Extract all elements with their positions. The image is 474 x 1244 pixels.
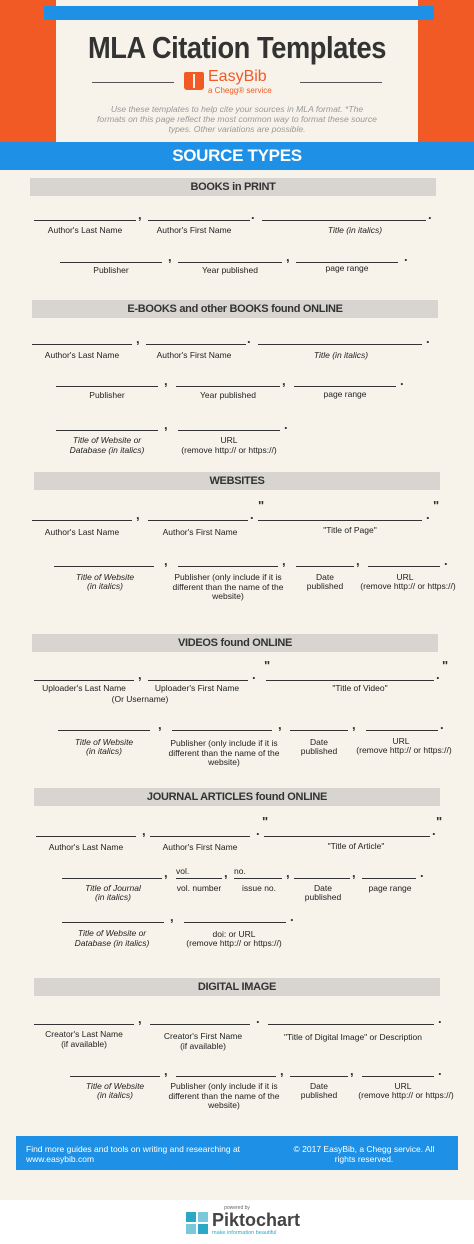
blank-creator-last xyxy=(34,1024,134,1025)
punct-comma: , xyxy=(164,553,168,568)
punct-comma: , xyxy=(286,249,290,264)
label-date-note: published xyxy=(300,1090,338,1100)
label-publisher: Publisher xyxy=(93,265,129,275)
label-no-prefix: no. xyxy=(234,866,246,876)
label-date: Date xyxy=(310,737,328,747)
label-pages: page range xyxy=(323,389,367,399)
footer-guides-text: Find more guides and tools on writing and researching at www.easybib.com xyxy=(26,1144,241,1164)
punct-quote-close: " xyxy=(433,498,440,513)
blank-publisher xyxy=(60,262,162,263)
blank-author-last xyxy=(34,220,136,221)
blank-website xyxy=(62,922,164,923)
label-date-note: published xyxy=(304,892,342,902)
section-header-journals: JOURNAL ARTICLES found ONLINE xyxy=(34,788,440,806)
easybib-logo-text: EasyBib xyxy=(208,68,267,85)
punct-comma: , xyxy=(138,207,142,222)
label-journal-note: (in italics) xyxy=(95,892,131,902)
punct-comma: , xyxy=(224,865,228,880)
label-username: (Or Username) xyxy=(111,694,169,704)
logo-rule-left xyxy=(92,82,174,83)
label-pages: page range xyxy=(325,263,369,273)
blank-date xyxy=(290,1076,348,1077)
blank-author-first xyxy=(146,344,246,345)
punct-quote-open: " xyxy=(262,814,269,829)
blank-volume xyxy=(176,878,222,879)
label-issue: issue no. xyxy=(241,883,277,893)
easybib-book-icon xyxy=(184,72,204,90)
blank-author-first xyxy=(150,836,250,837)
punct-comma: , xyxy=(164,417,168,432)
blank-author-first xyxy=(148,520,248,521)
blank-issue xyxy=(234,878,282,879)
blank-author-last xyxy=(36,836,136,837)
punct-period: . xyxy=(438,1063,442,1078)
punct-period: . xyxy=(247,331,251,346)
punct-comma: , xyxy=(282,373,286,388)
page-title: MLA Citation Templates xyxy=(87,30,386,65)
label-journal: Title of Journal xyxy=(85,883,141,893)
label-url: URL xyxy=(392,736,410,746)
punct-comma: , xyxy=(352,865,356,880)
punct-period: . xyxy=(284,417,288,432)
blank-year xyxy=(176,386,280,387)
punct-comma: , xyxy=(138,667,142,682)
label-publisher: Publisher (only include if it is different than the name of the website) xyxy=(168,738,280,767)
label-author-last: Author's Last Name xyxy=(44,350,120,360)
powered-by-label: powered by xyxy=(224,1205,250,1211)
label-uploader-first: Uploader's First Name xyxy=(154,683,240,693)
punct-comma: , xyxy=(280,1063,284,1078)
label-author-first: Author's First Name xyxy=(162,842,238,852)
label-title: "Title of Video" xyxy=(332,683,388,693)
punct-comma: , xyxy=(352,717,356,732)
blank-creator-first xyxy=(150,1024,250,1025)
label-website: Title of Website xyxy=(75,572,135,582)
blank-journal xyxy=(62,878,162,879)
blank-date xyxy=(290,730,348,731)
punct-comma: , xyxy=(158,717,162,732)
punct-period: . xyxy=(404,249,408,264)
source-types-banner: SOURCE TYPES xyxy=(0,142,474,170)
label-volume: vol. number xyxy=(176,883,222,893)
blank-url xyxy=(366,730,438,731)
punct-period: . xyxy=(444,553,448,568)
punct-quote-close: " xyxy=(442,658,449,673)
punct-period: . xyxy=(440,717,444,732)
label-publisher: Publisher (only include if it is different than the name of the website) xyxy=(172,572,284,601)
blank-website xyxy=(70,1076,160,1077)
punct-period: . xyxy=(290,909,294,924)
blank-website xyxy=(58,730,150,731)
label-author-last: Author's Last Name xyxy=(47,225,123,235)
label-creator-last: Creator's Last Name xyxy=(45,1029,123,1039)
punct-comma: , xyxy=(164,865,168,880)
label-year: Year published xyxy=(200,390,256,400)
label-creator-first: Creator's First Name xyxy=(163,1031,243,1041)
orange-banner-right xyxy=(418,0,474,142)
punct-comma: , xyxy=(278,717,282,732)
label-url-note: (remove http:// or https://) xyxy=(360,581,456,591)
label-date-note: published xyxy=(306,581,344,591)
label-title: Title (in italics) xyxy=(327,225,383,235)
blank-doi xyxy=(184,922,286,923)
punct-period: . xyxy=(432,823,436,838)
blank-author-last xyxy=(32,520,132,521)
punct-comma: , xyxy=(170,909,174,924)
top-blue-strip xyxy=(44,6,434,20)
label-url: URL xyxy=(220,435,238,445)
blank-publisher xyxy=(176,1076,276,1077)
punct-period: . xyxy=(252,667,256,682)
piktochart-logo-text[interactable]: Piktochart xyxy=(212,1210,301,1230)
blank-title xyxy=(258,520,422,521)
label-website-note: (in italics) xyxy=(87,581,123,591)
label-author-last: Author's Last Name xyxy=(44,527,120,537)
label-url: URL xyxy=(394,1081,412,1091)
blank-title xyxy=(268,1024,434,1025)
punct-comma: , xyxy=(286,865,290,880)
blank-publisher xyxy=(172,730,272,731)
blank-uploader-last xyxy=(34,680,134,681)
punct-quote-close: " xyxy=(436,814,443,829)
blank-pages xyxy=(294,386,396,387)
label-title: "Title of Page" xyxy=(323,525,377,535)
label-website-note: (in italics) xyxy=(86,746,122,756)
label-doi-note: (remove http:// or https://) xyxy=(186,938,282,948)
blank-year xyxy=(178,262,282,263)
punct-period: . xyxy=(428,207,432,222)
easybib-logo-subtitle: a Chegg® service xyxy=(208,86,272,95)
label-url: URL xyxy=(396,572,414,582)
blank-author-first xyxy=(148,220,250,221)
label-publisher: Publisher xyxy=(89,390,125,400)
logo-rule-right xyxy=(300,82,382,83)
punct-quote-open: " xyxy=(258,498,265,513)
punct-period: . xyxy=(250,507,254,522)
label-author-first: Author's First Name xyxy=(156,350,232,360)
label-url-note: (remove http:// or https://) xyxy=(356,745,452,755)
punct-period: . xyxy=(251,207,255,222)
punct-comma: , xyxy=(356,553,360,568)
label-doi: doi: or URL xyxy=(212,929,256,939)
punct-comma: , xyxy=(282,553,286,568)
blank-website xyxy=(54,566,154,567)
blank-publisher xyxy=(178,566,278,567)
label-date: Date xyxy=(310,1081,328,1091)
punct-period: . xyxy=(256,823,260,838)
punct-comma: , xyxy=(168,249,172,264)
blank-uploader-first xyxy=(148,680,248,681)
punct-period: . xyxy=(420,865,424,880)
label-pages: page range xyxy=(368,883,412,893)
piktochart-logo-icon[interactable] xyxy=(186,1212,208,1234)
label-title: "Title of Article" xyxy=(327,841,385,851)
blank-url xyxy=(368,566,440,567)
section-header-books: BOOKS in PRINT xyxy=(30,178,436,196)
footer-copyright: © 2017 EasyBib, a Chegg service. All rights reserved. xyxy=(293,1144,435,1164)
punct-comma: , xyxy=(138,1011,142,1026)
label-website: Title of Website xyxy=(85,1081,145,1091)
section-header-digital-image: DIGITAL IMAGE xyxy=(34,978,440,996)
label-vol-prefix: vol. xyxy=(176,866,190,876)
label-date: Date xyxy=(316,572,334,582)
punct-comma: , xyxy=(136,331,140,346)
label-url-note: (remove http:// or https://) xyxy=(181,445,277,455)
blank-url xyxy=(178,430,280,431)
label-website: Title of Website or Database (in italics) xyxy=(74,928,150,948)
label-date: Date xyxy=(314,883,332,893)
label-author-first: Author's First Name xyxy=(156,225,232,235)
punct-period: . xyxy=(438,1011,442,1026)
label-creator-last-note: (if available) xyxy=(61,1039,107,1049)
blank-title xyxy=(266,680,434,681)
punct-comma: , xyxy=(142,823,146,838)
label-creator-first-note: (if available) xyxy=(180,1041,226,1051)
label-uploader-last: Uploader's Last Name xyxy=(42,683,126,693)
blank-date xyxy=(294,878,350,879)
label-url-note: (remove http:// or https://) xyxy=(358,1090,454,1100)
punct-quote-open: " xyxy=(264,658,271,673)
blank-title xyxy=(264,836,430,837)
punct-period: . xyxy=(426,507,430,522)
label-author-last: Author's Last Name xyxy=(48,842,124,852)
label-date-note: published xyxy=(300,746,338,756)
punct-period: . xyxy=(426,331,430,346)
blank-date xyxy=(296,566,354,567)
label-website-note: (in italics) xyxy=(97,1090,133,1100)
blank-pages xyxy=(362,878,416,879)
orange-banner-left xyxy=(0,0,56,142)
section-header-ebooks: E-BOOKS and other BOOKS found ONLINE xyxy=(32,300,438,318)
blank-author-last xyxy=(32,344,132,345)
punct-comma: , xyxy=(136,507,140,522)
intro-text: Use these templates to help cite your sources in MLA format. *The formats on this page reflect the most common way to format these source types. Other variations are possible. xyxy=(97,104,377,134)
label-website: Title of Website or Database (in italics) xyxy=(69,435,145,455)
blank-url xyxy=(362,1076,434,1077)
blank-title xyxy=(262,220,426,221)
label-website: Title of Website xyxy=(74,737,134,747)
punct-comma: , xyxy=(164,373,168,388)
section-header-videos: VIDEOS found ONLINE xyxy=(32,634,438,652)
label-publisher: Publisher (only include if it is different than the name of the website) xyxy=(168,1081,280,1110)
section-header-websites: WEBSITES xyxy=(34,472,440,490)
blank-website xyxy=(56,430,158,431)
punct-period: . xyxy=(436,667,440,682)
footer-banner xyxy=(16,1136,458,1170)
label-author-first: Author's First Name xyxy=(162,527,238,537)
blank-title xyxy=(258,344,422,345)
piktochart-tagline: make information beautiful xyxy=(212,1230,277,1236)
label-title: "Title of Digital Image" or Description xyxy=(284,1032,422,1042)
blank-publisher xyxy=(56,386,158,387)
punct-comma: , xyxy=(164,1063,168,1078)
punct-period: . xyxy=(256,1011,260,1026)
punct-period: . xyxy=(400,373,404,388)
label-year: Year published xyxy=(202,265,258,275)
punct-comma: , xyxy=(350,1063,354,1078)
label-title: Title (in italics) xyxy=(313,350,369,360)
